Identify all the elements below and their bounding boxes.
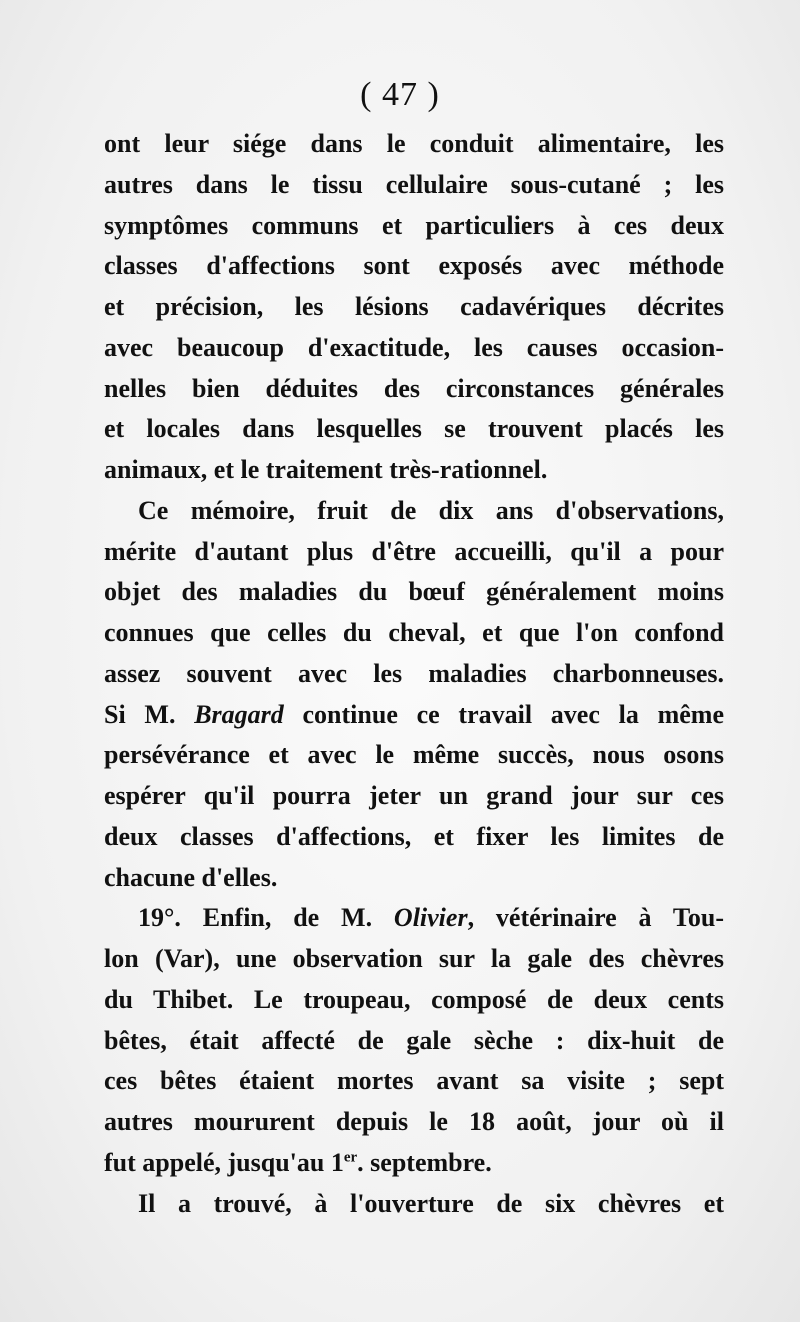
line-segment: fut appelé, jusqu'au 1	[104, 1147, 344, 1177]
author-name: Olivier	[393, 903, 468, 933]
body-text	[104, 124, 724, 1224]
text-line: et précision, les lésions cadavériques décrites	[104, 292, 724, 321]
text-line: classes d'affections sont exposés avec méthode	[104, 251, 724, 281]
text-line: du Thibet. Le troupeau, composé de deux cents	[104, 984, 724, 1014]
text-line: lon (Var), une observation sur la gale des chèvres	[104, 944, 724, 973]
text-line: ces bêtes étaient mortes avant sa visite ; sept	[104, 1066, 724, 1096]
line-segment: . septembre.	[357, 1147, 492, 1177]
text-line: chacune d'elles.	[104, 862, 278, 892]
text-line: et locales dans lesquelles se trouvent placés les	[104, 414, 724, 444]
line-segment: continue ce travail avec la même	[283, 699, 724, 729]
text-line: symptômes communs et particuliers à ces deux	[104, 210, 724, 240]
text-line	[104, 1143, 724, 1184]
text-line: bêtes, était affecté de gale sèche : dix-huit de	[104, 1025, 724, 1055]
text-line	[104, 898, 724, 939]
text-line: deux classes d'affections, et fixer les limites de	[104, 821, 724, 851]
line-segment: , vétérinaire à Tou-	[467, 903, 724, 933]
text-line: mérite d'autant plus d'être accueilli, qu'il a pour	[104, 536, 724, 566]
text-line: Ce mémoire, fruit de dix ans d'observations,	[138, 495, 724, 525]
text-line: autres dans le tissu cellulaire sous-cutané ; les	[104, 169, 724, 199]
text-line: autres moururent depuis le 18 août, jour où il	[104, 1107, 724, 1136]
superscript: er	[343, 1149, 358, 1166]
text-line: Il a trouvé, à l'ouverture de six chèvres et	[138, 1188, 724, 1218]
line-segment: Si M.	[104, 699, 195, 729]
text-line: objet des maladies du bœuf généralement moins	[104, 577, 724, 607]
text-line: nelles bien déduites des circonstances générales	[104, 373, 724, 403]
text-line: assez souvent avec les maladies charbonneuses.	[104, 658, 724, 688]
author-name: Bragard	[194, 699, 284, 729]
text-line: animaux, et le traitement très-rationnel.	[104, 455, 548, 484]
text-line: connues que celles du cheval, et que l'on confond	[104, 618, 724, 647]
text-line: ont leur siége dans le conduit alimentaire, les	[104, 129, 724, 158]
text-line: espérer qu'il pourra jeter un grand jour sur ces	[104, 781, 724, 810]
text-line	[104, 695, 724, 736]
text-line: persévérance et avec le même succès, nous osons	[104, 740, 724, 770]
line-segment: 19°. Enfin, de M.	[138, 903, 394, 933]
page-number: ( 47 )	[360, 76, 440, 113]
text-line: avec beaucoup d'exactitude, les causes occasion-	[104, 332, 724, 362]
